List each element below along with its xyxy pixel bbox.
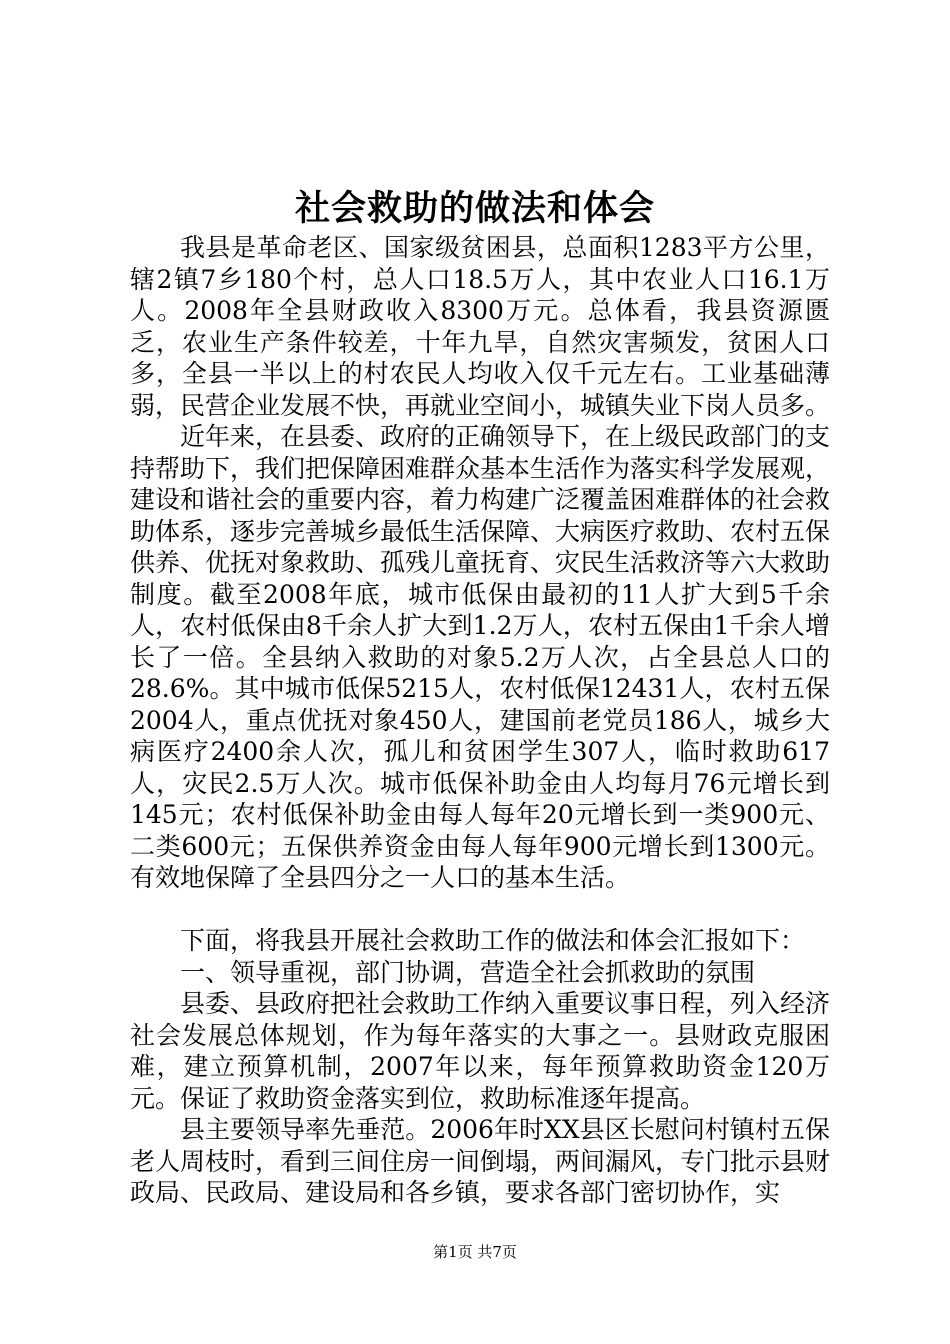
- paragraph-overview: 我县是革命老区、国家级贫困县，总面积1283平方公里，辖2镇7乡180个村，总人口18.5万人，其中农业人口16.1万人。2008年全县财政收入8300万元。总体看，我县资源匮乏，农业生产条件较差，十年九旱，自然灾害频发，贫困人口多，全县一半以上的村农民人均收入仅千元左右。工业基础薄弱，民营企业发展不快，再就业空间小，城镇失业下岗人员多。: [130, 233, 831, 420]
- document-body: [130, 232, 830, 1209]
- paragraph-intro: 下面，将我县开展社会救助工作的做法和体会汇报如下：: [180, 926, 806, 955]
- page-number: 第1页 共7页: [433, 1243, 517, 1261]
- paragraph-budget: 县委、县政府把社会救助工作纳入重要议事日程，列入经济社会发展总体规划，作为每年落实的大事之一。县财政克服困难，建立预算机制，2007年以来，每年预算救助资金120万元。保证了救助资金落实到位，救助标准逐年提高。: [130, 989, 831, 1113]
- section-heading-1: 一、领导重视，部门协调，营造全社会抓救助的氛围: [180, 957, 756, 987]
- paragraph-spacer: [130, 894, 830, 926]
- paragraph-achievements: 近年来，在县委、政府的正确领导下，在上级民政部门的支持帮助下，我们把保障困难群众基本生活作为落实科学发展观，建设和谐社会的重要内容，着力构建广泛覆盖困难群体的社会救助体系，逐步完善城乡最低生活保障、大病医疗救助、农村五保供养、优抚对象救助、孤残儿童抚育、灾民生活救济等六大救助制度。截至2008年底，城市低保由最初的11人扩大到5千余人，农村低保由8千余人扩大到1.2万人，农村五保由1千余人增长了一倍。全县纳入救助的对象5.2万人次，占全县总人口的28.6%。其中城市低保5215人，农村低保12431人，农村五保2004人，重点优抚对象450人，建国前老党员186人，城乡大病医疗2400余人次，孤儿和贫困学生307人，临时救助617人，灾民2.5万人次。城市低保补助金由人均每月76元增长到145元；农村低保补助金由每人每年20元增长到一类900元、二类600元；五保供养资金由每人每年900元增长到1300元。有效地保障了全县四分之一人口的基本生活。: [130, 422, 831, 892]
- document-title: 社会救助的做法和体会: [294, 188, 655, 229]
- paragraph-leadership: 县主要领导率先垂范。2006年时XX县区长慰问村镇村五保老人周枝时，看到三间住房一间倒塌，两间漏风，专门批示县财政局、民政局、建设局和各乡镇，要求各部门密切协作，实: [130, 1115, 831, 1207]
